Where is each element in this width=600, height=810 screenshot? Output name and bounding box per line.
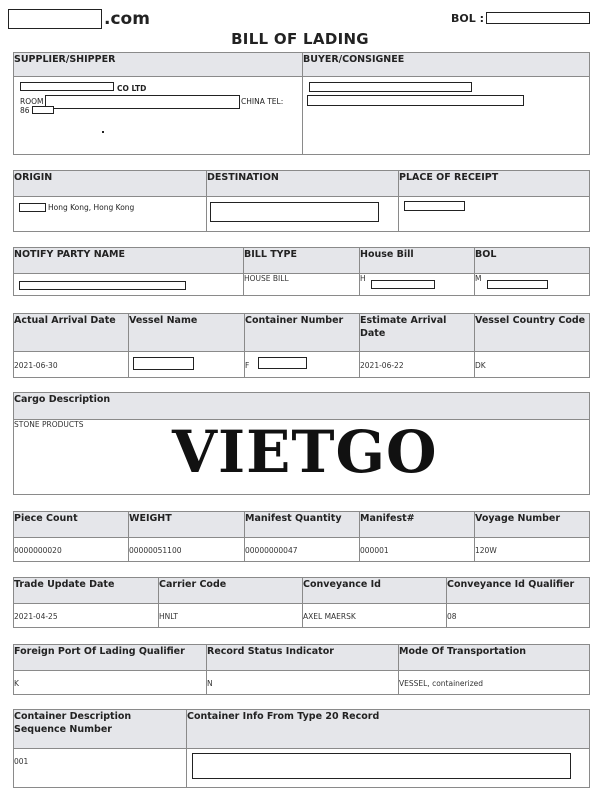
- actual-arrival-value: 2021-06-30: [14, 352, 129, 378]
- transport-mode-header: Mode Of Transportation: [399, 645, 590, 671]
- container-seq-value: 001: [14, 749, 187, 788]
- port-section: [13, 644, 590, 695]
- redacted-buyer-name: [309, 82, 472, 92]
- supplier-header: SUPPLIER/SHIPPER: [14, 53, 303, 77]
- voyage-number-header: Voyage Number: [475, 512, 590, 538]
- record-status-header: Record Status Indicator: [207, 645, 399, 671]
- house-bill-header: House Bill: [360, 248, 475, 274]
- estimate-arrival-value: 2021-06-22: [360, 352, 475, 378]
- buyer-header: BUYER/CONSIGNEE: [303, 53, 590, 77]
- bill-type-value: HOUSE BILL: [244, 274, 360, 296]
- trade-update-header: Trade Update Date: [14, 578, 159, 604]
- notify-party-header: NOTIFY PARTY NAME: [14, 248, 244, 274]
- container-info-header: Container Info From Type 20 Record: [187, 710, 590, 749]
- transport-mode-value: VESSEL, containerized: [399, 671, 590, 695]
- vessel-country-header: Vessel Country Code: [475, 314, 590, 352]
- conveyance-id-header: Conveyance Id: [303, 578, 447, 604]
- stray-dot: [102, 131, 104, 133]
- vessel-name-header: Vessel Name: [129, 314, 245, 352]
- conveyance-id-value: AXEL MAERSK: [303, 604, 447, 628]
- vietgo-watermark: VIETGO: [172, 418, 438, 486]
- origin-header: ORIGIN: [14, 171, 207, 197]
- conveyance-qualifier-header: Conveyance Id Qualifier: [447, 578, 590, 604]
- supplier-name-suffix: CO LTD: [117, 84, 147, 93]
- redacted-container-number: [258, 357, 307, 369]
- carrier-code-value: HNLT: [159, 604, 303, 628]
- record-status-value: N: [207, 671, 399, 695]
- cargo-header: Cargo Description: [14, 393, 590, 420]
- redacted-container-info: [192, 753, 571, 779]
- carrier-code-header: Carrier Code: [159, 578, 303, 604]
- origin-cell: [14, 197, 207, 232]
- redacted-logo-name: [8, 9, 102, 29]
- bol-column-header: BOL: [475, 248, 590, 274]
- foreign-port-header: Foreign Port Of Lading Qualifier: [14, 645, 207, 671]
- redacted-destination: [210, 202, 379, 222]
- vessel-country-value: DK: [475, 352, 590, 378]
- cargo-value: STONE PRODUCTS: [14, 420, 590, 495]
- redacted-bol-value: [487, 280, 548, 289]
- redacted-buyer-address: [307, 95, 524, 106]
- destination-header: DESTINATION: [207, 171, 399, 197]
- trade-section: [13, 577, 590, 628]
- document-title: BILL OF LADING: [231, 30, 369, 48]
- supplier-room-prefix: ROOM: [20, 97, 44, 106]
- bol-header: [451, 12, 484, 25]
- trade-update-value: 2021-04-25: [14, 604, 159, 628]
- redacted-supplier-name: [20, 82, 114, 91]
- site-logo: [8, 9, 150, 29]
- weight-value: 00000051100: [129, 538, 245, 562]
- container-seq-header: Container Description Sequence Number: [14, 710, 187, 749]
- manifest-number-header: Manifest#: [360, 512, 475, 538]
- redacted-origin-port: [19, 203, 46, 212]
- estimate-arrival-header: Estimate Arrival Date: [360, 314, 475, 352]
- voyage-number-value: 120W: [475, 538, 590, 562]
- logo-suffix: .com: [104, 9, 150, 29]
- actual-arrival-header: Actual Arrival Date: [14, 314, 129, 352]
- redacted-supplier-address: [45, 95, 240, 109]
- receipt-header: PLACE OF RECEIPT: [399, 171, 590, 197]
- manifest-number-value: 000001: [360, 538, 475, 562]
- foreign-port-value: K: [14, 671, 207, 695]
- manifest-quantity-value: 00000000047: [245, 538, 360, 562]
- redacted-house-bill: [371, 280, 435, 289]
- container-number-header: Container Number: [245, 314, 360, 352]
- supplier-tel-label: CHINA TEL:: [241, 97, 284, 106]
- redacted-vessel-name: [133, 357, 194, 370]
- conveyance-qualifier-value: 08: [447, 604, 590, 628]
- redacted-supplier-phone: [32, 106, 54, 114]
- bol-prefix: M: [475, 274, 590, 296]
- redacted-place-of-receipt: [404, 201, 465, 211]
- origin-value: Hong Kong, Hong Kong: [48, 203, 135, 212]
- redacted-bol-number: [486, 12, 590, 24]
- weight-header: WEIGHT: [129, 512, 245, 538]
- counts-section: [13, 511, 590, 562]
- supplier-tel-prefix: 86: [20, 106, 30, 115]
- bol-header-label: BOL :: [451, 12, 484, 25]
- container-prefix: F: [245, 352, 360, 378]
- route-section: [13, 170, 590, 232]
- piece-count-value: 0000000020: [14, 538, 129, 562]
- redacted-notify-party: [19, 281, 186, 290]
- piece-count-header: Piece Count: [14, 512, 129, 538]
- bill-type-header: BILL TYPE: [244, 248, 360, 274]
- house-bill-prefix: H: [360, 274, 475, 296]
- manifest-quantity-header: Manifest Quantity: [245, 512, 360, 538]
